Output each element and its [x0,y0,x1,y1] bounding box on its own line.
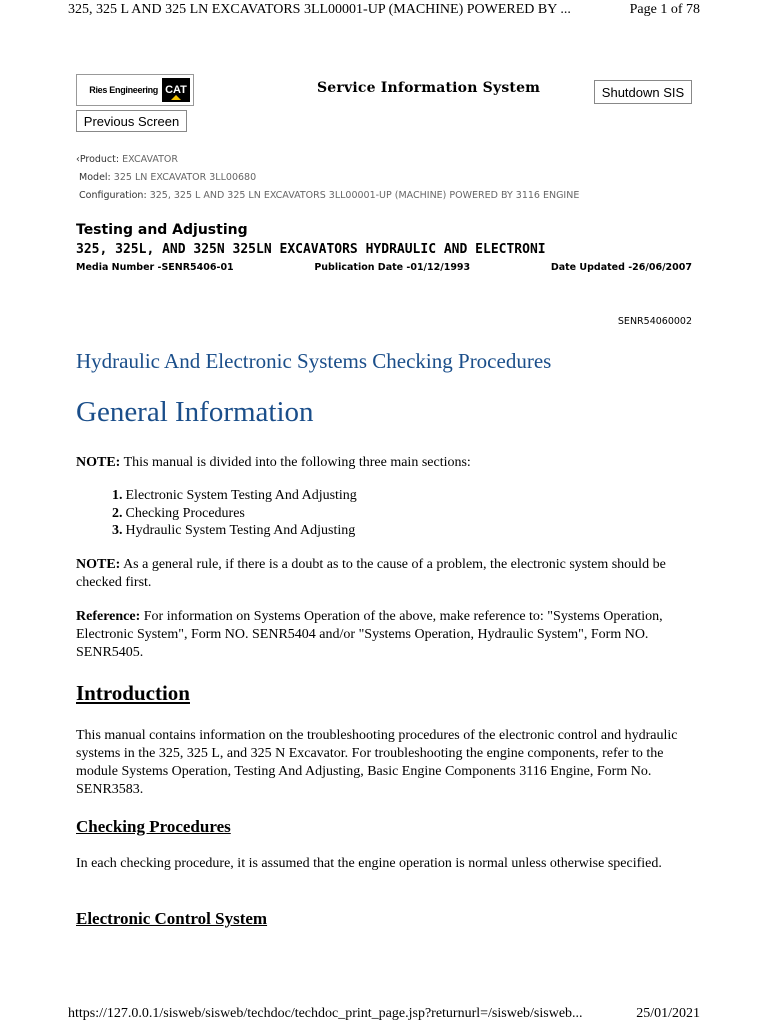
system-title: Service Information System [317,80,541,96]
configuration-line [76,190,579,201]
print-header-title: 325, 325 L AND 325 LN EXCAVATORS 3LL00001-UP (MACHINE) POWERED BY ... [68,2,571,17]
reference-text: For information on Systems Operation of the above, make reference to: "Systems Operation, Electronic System", Form NO. SENR5404 and/or "Systems Operation, Hydraulic System", Form NO. SENR5405. [76,609,663,660]
introduction-heading: Introduction [76,681,190,705]
reference-label: Reference: [76,609,141,624]
configuration-value: 325, 325 L AND 325 LN EXCAVATORS 3LL00001-UP (MACHINE) POWERED BY 3116 ENGINE [149,190,580,201]
note-paragraph-2 [76,556,696,592]
media-number: Media Number -SENR5406-01 [76,262,234,273]
model-line [76,172,256,183]
product-line [76,154,178,165]
print-footer [68,1006,700,1022]
print-header [68,2,700,18]
list-item: 2. Checking Procedures [112,505,245,521]
model-value: 325 LN EXCAVATOR 3LL00680 [113,172,257,183]
list-item: 3. Hydraulic System Testing And Adjusting [112,523,356,538]
configuration-label: Configuration: [79,190,147,201]
sections-list [112,487,357,540]
product-label: Product: [79,154,120,165]
company-name: Ries Engineering [89,85,158,95]
date-updated: Date Updated -26/06/2007 [550,262,692,273]
document-id: SENR54060002 [617,316,692,327]
product-value: EXCAVATOR [122,154,179,165]
checking-procedures-heading: Checking Procedures [76,817,231,836]
note-label: NOTE: [76,557,121,572]
print-header-page: Page 1 of 78 [629,2,700,17]
note-label: NOTE: [76,455,121,470]
document-type: Testing and Adjusting [76,222,248,238]
model-label: Model: [79,172,111,183]
list-item: 1. Electronic System Testing And Adjusting [112,488,357,503]
previous-screen-button[interactable]: Previous Screen [76,110,187,132]
note-paragraph-1 [76,454,696,472]
reference-paragraph [76,608,696,662]
note-text: This manual is divided into the following three main sections: [120,455,471,470]
note-text: As a general rule, if there is a doubt as to the cause of a problem, the electronic system should be checked first. [76,557,666,590]
company-logo [76,74,194,106]
print-footer-date: 25/01/2021 [636,1006,700,1021]
introduction-paragraph: This manual contains information on the troubleshooting procedures of the electronic control and hydraulic systems in the 325, 325 L, and 325 N Excavator. For troubleshooting the engine components, refer to the module Systems Operation, Testing And Adjusting, Basic Engine Components 3116 Engine, Form No. SENR3583. [76,728,678,797]
publication-date: Publication Date -01/12/1993 [314,262,471,273]
document-title: 325, 325L, AND 325N 325LN EXCAVATORS HYDRAULIC AND ELECTRONI [76,242,546,257]
publication-info [76,262,692,273]
electronic-control-heading: Electronic Control System [76,909,268,928]
section-heading: Hydraulic And Electronic Systems Checking Procedures [76,349,552,373]
cat-logo-icon: CAT [162,78,190,102]
back-arrow-icon[interactable]: ‹ [76,154,80,165]
print-footer-url: https://127.0.0.1/sisweb/sisweb/techdoc/techdoc_print_page.jsp?returnurl=/sisweb/sisweb... [68,1006,583,1021]
checking-procedures-paragraph: In each checking procedure, it is assumed that the engine operation is normal unless otherwise specified. [76,856,662,871]
main-heading: General Information [76,396,314,428]
shutdown-sis-button[interactable]: Shutdown SIS [594,80,692,104]
